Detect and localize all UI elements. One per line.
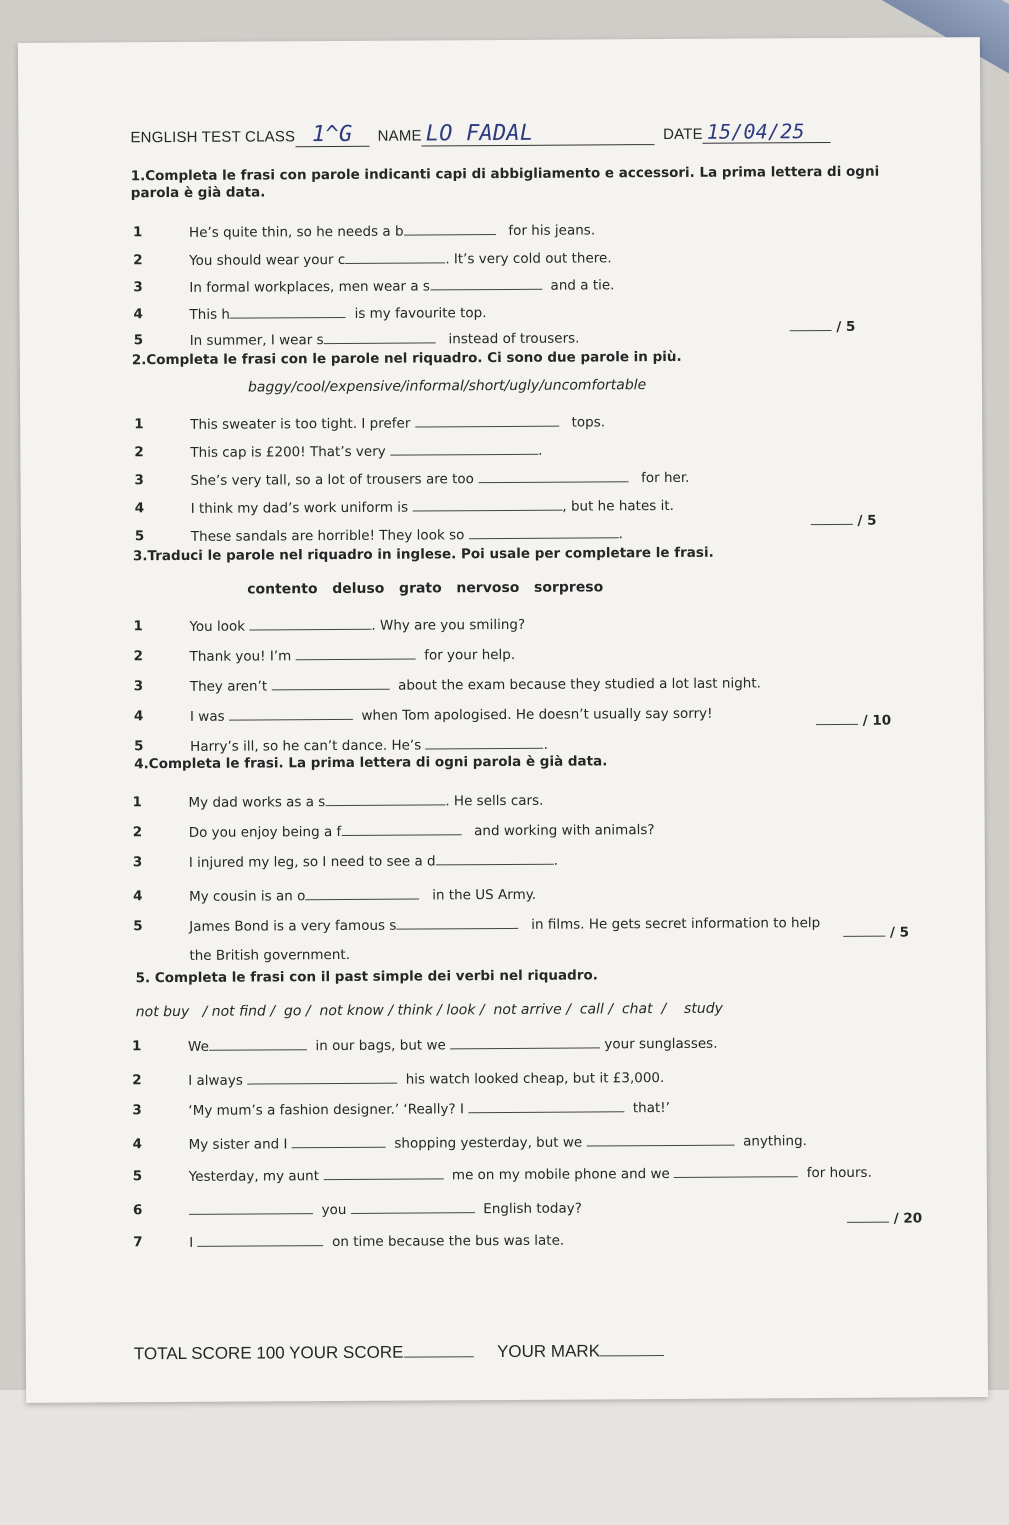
answer-blank — [197, 1233, 323, 1247]
answer-blank — [189, 1201, 313, 1215]
answer-blank — [296, 647, 416, 661]
score-blank — [790, 318, 832, 331]
total-score-label: TOTAL SCORE 100 YOUR SCORE — [133, 1342, 404, 1364]
item-number: 5 — [134, 738, 144, 755]
item-text: We — [187, 1038, 209, 1055]
item-number: 1 — [131, 1038, 142, 1055]
answer-blank — [305, 887, 419, 901]
item-number: 3 — [133, 279, 143, 296]
item-number: 4 — [134, 500, 145, 517]
item-text-end: your sunglasses. — [604, 1035, 718, 1053]
item-text: I was — [189, 708, 225, 725]
item-text-end: for hours. — [806, 1164, 872, 1182]
answer-blank — [325, 792, 445, 806]
your-mark-label: YOUR MARK — [496, 1341, 601, 1362]
item-text: I always — [188, 1072, 243, 1089]
answer-blank — [247, 1071, 397, 1085]
item-number: 5 — [132, 1168, 143, 1185]
ex3-score — [816, 712, 891, 729]
item-text: He’s quite thin, so he needs a b — [188, 223, 404, 241]
item-text-end: is my favourite top. — [354, 305, 487, 322]
answer-blank — [436, 852, 554, 866]
item-number: 4 — [133, 306, 143, 323]
class-value: 1^G — [295, 124, 369, 147]
score-total: / 5 — [836, 318, 856, 335]
answer-blank — [209, 1037, 307, 1051]
item-text: Do you enjoy being a f — [188, 823, 342, 841]
score-total: / 5 — [857, 512, 877, 529]
item-text-end: in the US Army. — [432, 886, 537, 904]
answer-blank — [674, 1164, 798, 1178]
item-text: Harry’s ill, so he can’t dance. He’s — [190, 737, 422, 755]
ex4-score — [843, 924, 909, 941]
item-number: 4 — [133, 888, 143, 905]
item-text: You should wear your c — [189, 251, 346, 269]
item-number: 6 — [132, 1202, 143, 1219]
item-text: I — [189, 1234, 194, 1251]
item-number: 1 — [134, 416, 144, 433]
item-text: She’s very tall, so a lot of trousers are too — [190, 471, 474, 489]
item-text: They aren’t — [189, 678, 268, 695]
item-text-end: about the exam because they studied a lot last night. — [398, 675, 761, 694]
ex2-title: 2.Completa le frasi con le parole nel riquadro. Ci sono due parole in più. — [131, 348, 682, 369]
item-text: I think my dad’s work uniform is — [190, 499, 409, 517]
answer-blank — [323, 1166, 443, 1180]
item-number: 4 — [133, 708, 144, 725]
ex5-title: 5. Completa le frasi con il past simple dei verbi nel riquadro. — [135, 967, 598, 987]
item-text: These sandals are horrible! They look so — [190, 527, 465, 545]
date-value: 15/04/25 — [703, 120, 831, 144]
item-text-end: when Tom apologised. He doesn’t usually say sorry! — [361, 705, 713, 724]
score-blank — [847, 1210, 889, 1223]
item-text: This h — [189, 306, 231, 323]
item-text-mid: his watch looked cheap, but it £3,000. — [405, 1070, 665, 1088]
item-number: 1 — [133, 618, 143, 635]
ex3-word-box: contento deluso grato nervoso sorpreso — [247, 579, 604, 598]
item-text-end: . — [543, 736, 548, 753]
answer-blank — [412, 498, 562, 512]
ex1-title: 1.Completa le frasi con parole indicanti capi di abbigliamento e accessori. La prima lettera di ogni parola è già data. — [130, 163, 880, 202]
item-text-end: . Why are you smiling? — [371, 616, 526, 634]
item-text-mid: me on my mobile phone and we — [451, 1165, 670, 1184]
answer-blank — [430, 277, 542, 291]
item-number: 2 — [132, 1072, 142, 1089]
item-number: 2 — [133, 252, 143, 269]
item-text-end: for your help. — [424, 646, 516, 664]
ex3-title: 3.Traduci le parole nel riquadro in inglese. Poi usale per completare le frasi. — [132, 544, 714, 565]
ex2-score — [811, 512, 877, 529]
item-text: My sister and I — [188, 1136, 288, 1153]
item-text-end: . He sells cars. — [445, 792, 544, 810]
answer-blank — [586, 1133, 734, 1147]
answer-blank — [468, 1099, 624, 1113]
item-text-end: . — [618, 526, 623, 543]
answer-blank — [345, 250, 445, 264]
item-number: 3 — [133, 678, 144, 695]
item-text-mid: in our bags, but we — [315, 1037, 446, 1055]
item-number: 2 — [132, 824, 143, 841]
score-total: / 20 — [893, 1210, 923, 1227]
item-number: 7 — [133, 1234, 143, 1251]
item-number: 3 — [132, 854, 143, 871]
item-text: I injured my leg, so I need to see a d — [188, 853, 436, 871]
item-text-end: . — [553, 852, 558, 869]
test-sheet — [18, 37, 988, 1403]
item-text: My dad works as a s — [188, 794, 326, 811]
item-text-end: . — [537, 442, 543, 459]
answer-blank — [425, 736, 543, 750]
header-line — [130, 120, 831, 148]
item-text-end: in films. He gets secret information to help — [531, 915, 821, 933]
item-text-end: and working with animals? — [474, 822, 655, 840]
score-blank — [843, 924, 885, 937]
answer-blank — [249, 617, 371, 631]
score-total: / 5 — [889, 924, 910, 941]
answer-blank — [351, 1200, 475, 1214]
answer-blank — [390, 442, 538, 456]
item-number: 4 — [132, 1136, 143, 1153]
item-text-mid: you — [321, 1201, 347, 1219]
item-text: My cousin is an o — [189, 888, 306, 905]
ex4-continuation: the British government. — [189, 946, 351, 964]
answer-blank — [341, 822, 461, 836]
item-text: ‘My mum’s a fashion designer.’ ‘Really? I — [188, 1101, 465, 1119]
item-text: James Bond is a very famous s — [189, 917, 397, 935]
answer-blank — [469, 525, 619, 539]
ex5-score — [847, 1209, 922, 1226]
name-value: LO FADAL — [422, 122, 655, 146]
answer-blank — [229, 707, 353, 721]
answer-blank — [324, 330, 436, 344]
item-number: 1 — [132, 224, 143, 241]
paper-underneath — [0, 1390, 1009, 1525]
item-text-end: for his jeans. — [508, 222, 596, 239]
name-label: NAME — [377, 127, 422, 145]
score-blank — [403, 1344, 473, 1357]
item-number: 5 — [134, 528, 145, 545]
item-number: 5 — [133, 918, 143, 935]
item-text-end: and a tie. — [550, 277, 615, 294]
item-text: This sweater is too tight. I prefer — [190, 415, 411, 433]
mark-blank — [600, 1343, 664, 1356]
item-number: 2 — [133, 648, 144, 665]
item-text-end: for her. — [641, 469, 690, 487]
item-text: In summer, I wear s — [189, 332, 324, 349]
ex4-title: 4.Completa le frasi. La prima lettera di ogni parola è già data. — [134, 753, 608, 773]
item-number: 3 — [132, 1102, 142, 1119]
item-text-end: . It’s very cold out there. — [445, 250, 612, 268]
score-blank — [811, 512, 853, 525]
item-text-mid: on time because the bus was late. — [332, 1232, 565, 1251]
item-number: 3 — [134, 472, 144, 489]
item-text: In formal workplaces, men wear a s — [189, 278, 430, 296]
item-number: 2 — [134, 444, 144, 461]
item-text-mid: shopping yesterday, but we — [394, 1134, 583, 1152]
ex1-score — [790, 318, 856, 335]
item-text-end: tops. — [571, 414, 606, 431]
item-number: 1 — [132, 794, 142, 811]
answer-blank — [292, 1135, 386, 1149]
item-text: Thank you! I’m — [189, 648, 292, 665]
answer-blank — [230, 305, 346, 319]
test-label: ENGLISH TEST CLASS — [130, 128, 296, 147]
ex2-word-box: baggy/cool/expensive/informal/short/ugly/uncomfortable — [247, 377, 647, 396]
answer-blank — [450, 1035, 600, 1049]
item-text-mid: that!’ — [632, 1099, 671, 1117]
ex5-word-box: not buy / not find / go / not know / think / look / not arrive / call / chat / study — [135, 1000, 723, 1021]
item-text: This cap is £200! That’s very — [190, 443, 386, 461]
item-text-end: anything. — [743, 1133, 807, 1150]
item-text-end: instead of trousers. — [448, 330, 580, 348]
item-text-end: , but he hates it. — [562, 497, 674, 515]
answer-blank — [403, 222, 495, 236]
item-text: You look — [189, 618, 246, 635]
date-label: DATE — [663, 125, 703, 144]
score-blank — [816, 712, 858, 725]
answer-blank — [271, 677, 389, 691]
item-text-end: English today? — [483, 1200, 582, 1218]
item-number: 5 — [133, 332, 144, 349]
total-score-line — [134, 1341, 664, 1364]
answer-blank — [396, 916, 518, 930]
answer-blank — [415, 414, 559, 428]
score-total: / 10 — [862, 712, 892, 729]
item-text: Yesterday, my aunt — [188, 1168, 320, 1185]
answer-blank — [478, 469, 628, 483]
